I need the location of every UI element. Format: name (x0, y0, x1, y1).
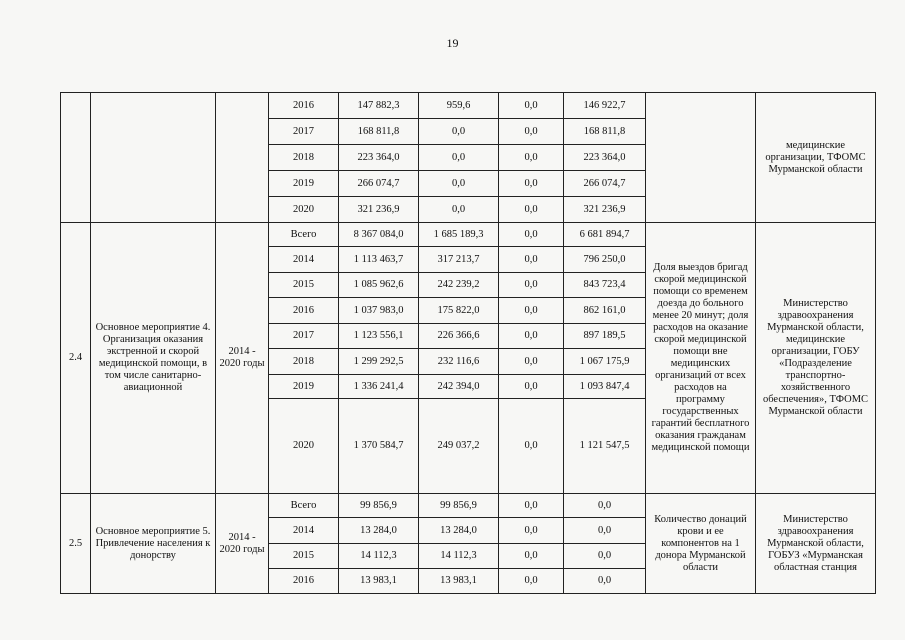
value-cell: 0,0 (499, 223, 564, 247)
value-cell: 0,0 (499, 544, 564, 569)
value-cell: 14 112,3 (339, 544, 419, 569)
value-cell: 0,0 (564, 518, 646, 544)
year-cell: Всего (269, 494, 339, 518)
value-cell: 0,0 (499, 145, 564, 171)
value-cell: 223 364,0 (339, 145, 419, 171)
value-cell: 175 822,0 (419, 298, 499, 324)
activity-name: Основное мероприятие 4. Организация оказания экстренной и скорой медицинской помощи, в том числе санитарно-авиационной (91, 223, 216, 494)
year-cell: 2016 (269, 93, 339, 119)
value-cell: 796 250,0 (564, 247, 646, 273)
year-cell: 2018 (269, 145, 339, 171)
year-cell: 2020 (269, 197, 339, 223)
value-cell: 0,0 (499, 494, 564, 518)
indicator-cell (646, 93, 756, 223)
year-cell: 2017 (269, 119, 339, 145)
value-cell: 168 811,8 (564, 119, 646, 145)
value-cell: 1 113 463,7 (339, 247, 419, 273)
year-cell: Всего (269, 223, 339, 247)
indicator-cell: Доля выездов бригад скорой медицинской помощи со временем доезда до больного менее 20 минут; доля расходов на оказание скорой медицинской помощи вне медицинских организаций от всех расходов на программу государственных гарантий бесплатного оказания гражданам медицинской помощи (646, 223, 756, 494)
value-cell: 317 213,7 (419, 247, 499, 273)
year-cell: 2016 (269, 298, 339, 324)
value-cell: 321 236,9 (564, 197, 646, 223)
table-row (61, 93, 876, 119)
value-cell: 8 367 084,0 (339, 223, 419, 247)
value-cell: 1 037 983,0 (339, 298, 419, 324)
value-cell: 13 983,1 (339, 569, 419, 594)
value-cell: 99 856,9 (339, 494, 419, 518)
value-cell: 266 074,7 (564, 171, 646, 197)
year-cell: 2014 (269, 247, 339, 273)
value-cell: 0,0 (499, 375, 564, 399)
value-cell: 1 299 292,5 (339, 349, 419, 375)
value-cell: 6 681 894,7 (564, 223, 646, 247)
section-id: 2.5 (61, 494, 91, 594)
value-cell: 1 067 175,9 (564, 349, 646, 375)
value-cell: 249 037,2 (419, 399, 499, 494)
value-cell: 0,0 (499, 298, 564, 324)
activity-period: 2014 - 2020 годы (216, 494, 269, 594)
value-cell: 0,0 (419, 145, 499, 171)
value-cell: 0,0 (564, 494, 646, 518)
value-cell: 223 364,0 (564, 145, 646, 171)
value-cell: 1 370 584,7 (339, 399, 419, 494)
value-cell: 0,0 (564, 569, 646, 594)
year-cell: 2015 (269, 544, 339, 569)
activity-name (91, 93, 216, 223)
value-cell: 1 685 189,3 (419, 223, 499, 247)
value-cell: 242 239,2 (419, 273, 499, 298)
value-cell: 0,0 (419, 171, 499, 197)
value-cell: 959,6 (419, 93, 499, 119)
value-cell: 0,0 (499, 119, 564, 145)
value-cell: 1 123 556,1 (339, 324, 419, 349)
value-cell: 13 284,0 (419, 518, 499, 544)
value-cell: 0,0 (499, 247, 564, 273)
value-cell: 1 336 241,4 (339, 375, 419, 399)
activity-name: Основное мероприятие 5. Привлечение населения к донорству (91, 494, 216, 594)
value-cell: 0,0 (499, 518, 564, 544)
value-cell: 1 093 847,4 (564, 375, 646, 399)
year-cell: 2018 (269, 349, 339, 375)
year-cell: 2016 (269, 569, 339, 594)
executor-cell: Министерство здравоохранения Мурманской области, медицинские организации, ГОБУ «Подразделение транспортно-хозяйственного обеспечения», ТФОМС Мурманской области (756, 223, 876, 494)
executor-cell: Министерство здравоохранения Мурманской области, ГОБУЗ «Мурманская областная станция (756, 494, 876, 594)
indicator-cell: Количество донаций крови и ее компонентов на 1 донора Мурманской области (646, 494, 756, 594)
value-cell: 1 085 962,6 (339, 273, 419, 298)
year-cell: 2019 (269, 171, 339, 197)
table-row (61, 494, 876, 518)
year-cell: 2014 (269, 518, 339, 544)
year-cell: 2015 (269, 273, 339, 298)
value-cell: 226 366,6 (419, 324, 499, 349)
value-cell: 0,0 (564, 544, 646, 569)
value-cell: 13 983,1 (419, 569, 499, 594)
page-number: 19 (446, 36, 459, 50)
program-table (60, 92, 876, 594)
value-cell: 99 856,9 (419, 494, 499, 518)
value-cell: 1 121 547,5 (564, 399, 646, 494)
year-cell: 2020 (269, 399, 339, 494)
value-cell: 0,0 (499, 349, 564, 375)
activity-period (216, 93, 269, 223)
year-cell: 2019 (269, 375, 339, 399)
value-cell: 0,0 (499, 93, 564, 119)
table-row (61, 223, 876, 247)
value-cell: 146 922,7 (564, 93, 646, 119)
section-id (61, 93, 91, 223)
value-cell: 321 236,9 (339, 197, 419, 223)
value-cell: 242 394,0 (419, 375, 499, 399)
value-cell: 0,0 (419, 197, 499, 223)
value-cell: 0,0 (499, 171, 564, 197)
value-cell: 147 882,3 (339, 93, 419, 119)
executor-cell: медицинские организации, ТФОМС Мурманской области (756, 93, 876, 223)
value-cell: 0,0 (499, 273, 564, 298)
section-id: 2.4 (61, 223, 91, 494)
value-cell: 0,0 (499, 399, 564, 494)
value-cell: 0,0 (499, 569, 564, 594)
value-cell: 0,0 (499, 324, 564, 349)
value-cell: 843 723,4 (564, 273, 646, 298)
value-cell: 14 112,3 (419, 544, 499, 569)
value-cell: 13 284,0 (339, 518, 419, 544)
year-cell: 2017 (269, 324, 339, 349)
value-cell: 232 116,6 (419, 349, 499, 375)
activity-period: 2014 - 2020 годы (216, 223, 269, 494)
value-cell: 266 074,7 (339, 171, 419, 197)
value-cell: 862 161,0 (564, 298, 646, 324)
value-cell: 897 189,5 (564, 324, 646, 349)
value-cell: 0,0 (419, 119, 499, 145)
value-cell: 168 811,8 (339, 119, 419, 145)
value-cell: 0,0 (499, 197, 564, 223)
